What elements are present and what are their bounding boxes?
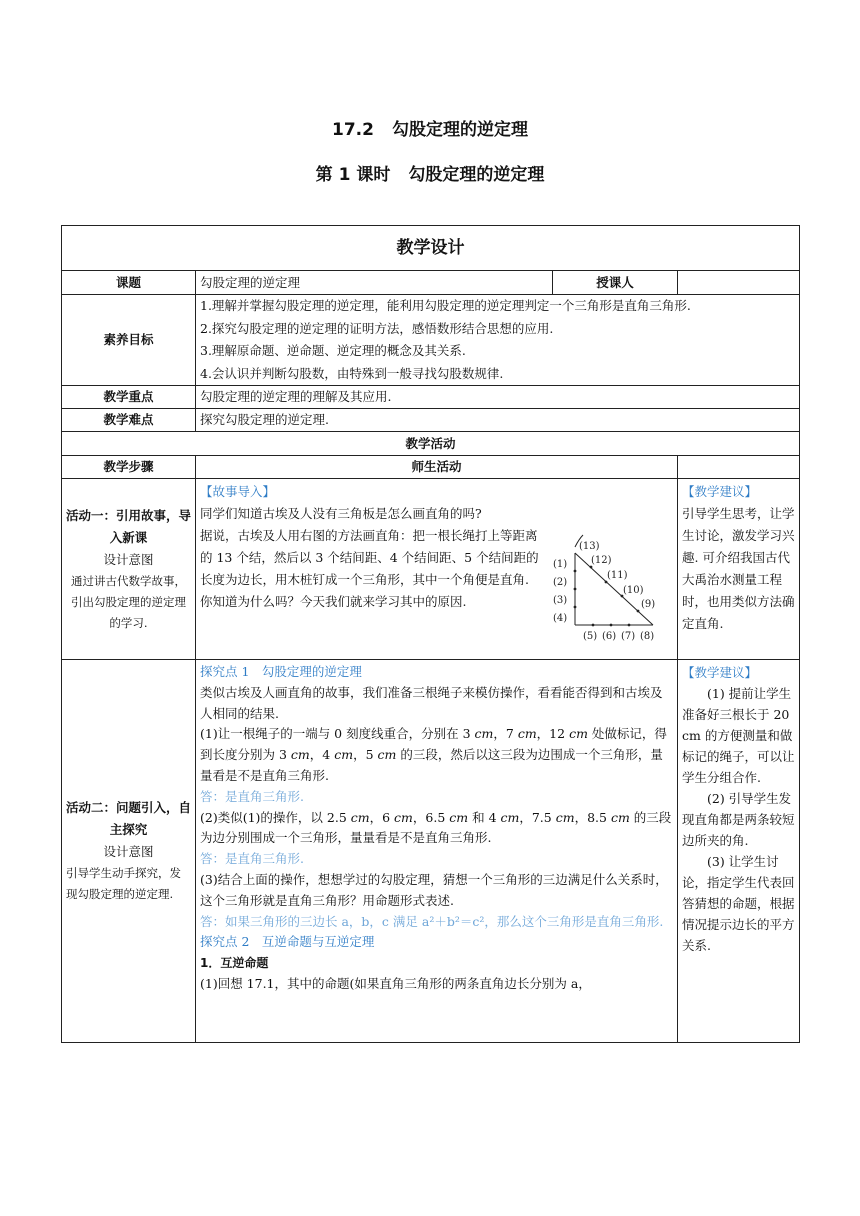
key-point-row	[62, 386, 800, 409]
question-text: (1)让一根绳子的一端与 0 刻度线重合，分别在 3	[200, 726, 475, 742]
unit-cm: cm	[610, 809, 630, 825]
activity-two-title: 活动二：问题引入，自主探究	[66, 800, 192, 837]
topic-row	[62, 271, 800, 295]
question-two	[200, 808, 673, 850]
figure-label: (12)	[591, 555, 612, 566]
question-text: ，6	[369, 809, 395, 825]
teacher-label: 授课人	[553, 271, 678, 295]
suggestion-item: (2) 引导学生发现直角都是两条较短边所夹的角.	[682, 791, 795, 848]
empty-header-cell	[678, 456, 800, 479]
lesson-plan-table	[61, 225, 800, 1043]
question-text: 的三段，然后以这三段为边围成一个三角形，量量看是不是直角三角形.	[200, 747, 663, 783]
unit-cm: cm	[334, 747, 354, 763]
difficulty-value: 探究勾股定理的逆定理.	[196, 409, 800, 432]
activity-one-row	[62, 479, 800, 660]
unit-cm: cm	[350, 809, 370, 825]
suggestion-tag: 【教学建议】	[682, 484, 758, 499]
answer-two: 答：是直角三角形.	[200, 851, 304, 867]
figure-label: (2)	[553, 577, 568, 588]
suggestion-text: 引导学生思考，让学生讨论，激发学习兴趣. 可介绍我国古代大禹治水测量工程时，也用类似方法确定直角.	[682, 506, 795, 631]
key-point-label: 教学重点	[62, 386, 196, 409]
teacher-value	[678, 271, 800, 295]
activity-one-design-text: 通过讲古代数学故事，引出勾股定理的逆定理的学习.	[71, 573, 186, 630]
explore-point-two: 探究点 2 互逆命题与互逆定理	[200, 934, 375, 950]
lesson-number: 第 1 课时	[315, 165, 391, 185]
columns-row	[62, 456, 800, 479]
question-text: ，7	[493, 726, 518, 742]
story-line: 同学们知道古埃及人没有三角板是怎么画直角的吗?	[200, 506, 482, 521]
question-text: 和 4	[468, 809, 501, 825]
figure-label: (5)	[583, 631, 598, 642]
knotted-rope-triangle-figure	[553, 525, 671, 645]
unit-cm: cm	[377, 747, 397, 763]
question-text: ，8.5	[574, 809, 611, 825]
unit-cm: cm	[474, 726, 494, 742]
goals-list	[196, 295, 800, 386]
activity-two-design-label: 设计意图	[103, 844, 154, 859]
activity-label: 师生活动	[196, 456, 678, 479]
question-four: (1)回想 17.1，其中的命题(如果直角三角形的两条直角边长分别为 a，	[200, 975, 591, 991]
activity-two-row	[62, 660, 800, 1043]
goals-row	[62, 295, 800, 386]
activities-heading: 教学活动	[62, 432, 800, 456]
story-line: 你知道为什么吗？今天我们就来学习其中的原因.	[200, 594, 467, 609]
rope-triangle-svg	[553, 525, 671, 645]
unit-cm: cm	[517, 726, 537, 742]
key-point-value: 勾股定理的逆定理的理解及其应用.	[196, 386, 800, 409]
activity-one-content	[196, 479, 678, 660]
activity-one-title: 活动一：引用故事，导入新课	[66, 507, 192, 545]
activity-two-content	[196, 660, 678, 1043]
lesson-title	[0, 160, 860, 185]
unit-cm: cm	[555, 809, 575, 825]
figure-label: (3)	[553, 595, 568, 606]
activities-heading-row	[62, 432, 800, 456]
activity-one-suggestion	[678, 479, 800, 660]
topic-value: 勾股定理的逆定理	[196, 271, 553, 295]
question-text: 处做标记，得到长度分别为 3	[200, 726, 667, 763]
goal-item: 3.理解原命题、逆命题、逆定理的概念及其关系.	[200, 343, 466, 358]
question-text: ，7.5	[519, 809, 556, 825]
suggestion-item: (1) 提前让学生准备好三根长于 20 cm 的方便测量和做标记的绳子，可以让学生分组合作.	[682, 686, 795, 785]
figure-label: (13)	[579, 541, 600, 552]
figure-label: (7)	[621, 631, 636, 642]
figure-label: (11)	[607, 570, 628, 581]
explore-point-one: 探究点 1 勾股定理的逆定理	[200, 664, 362, 679]
figure-label: (1)	[553, 559, 568, 570]
section-number: 17.2	[332, 120, 374, 140]
difficulty-row	[62, 409, 800, 432]
story-line: 据说，古埃及人用右图的方法画直角：把一根长绳打上等距离的 13 个结，然后以 3 个结间距、4 个结间距、5 个结间距的长度为边长，用木桩钉成一个三角形，其中一个角便是直角.	[200, 528, 539, 587]
section-title	[0, 115, 860, 140]
figure-label: (6)	[602, 631, 617, 642]
table-heading: 教学设计	[62, 226, 800, 271]
section-title-text: 勾股定理的逆定理	[391, 120, 528, 140]
table-heading-row	[62, 226, 800, 271]
figure-label: (4)	[553, 613, 568, 624]
suggestion-tag: 【教学建议】	[682, 665, 758, 680]
answer-three: 答：如果三角形的三边长 a，b，c 满足 a²＋b²＝c²，那么这个三角形是直角三角形.	[200, 913, 664, 929]
question-text: ，4	[309, 747, 335, 763]
unit-cm: cm	[569, 726, 588, 742]
suggestion-item: (3) 让学生讨论，指定学生代表回答猜想的命题，根据情况提示边长的平方关系.	[682, 854, 795, 953]
answer-one: 答：是直角三角形.	[200, 788, 304, 804]
steps-label: 教学步骤	[62, 456, 196, 479]
topic-label: 课题	[62, 271, 196, 295]
goal-item: 4.会认识并判断勾股数，由特殊到一般寻找勾股数规律.	[200, 365, 504, 381]
activity-two-step	[62, 660, 196, 1043]
activity-two-suggestion	[678, 660, 800, 1043]
unit-cm: cm	[500, 809, 520, 825]
question-text: ，6.5	[412, 809, 450, 825]
question-one	[200, 724, 673, 786]
question-text: ，12	[536, 726, 570, 742]
lesson-title-text: 勾股定理的逆定理	[408, 165, 545, 185]
difficulty-label: 教学难点	[62, 409, 196, 432]
activity-one-design-label: 设计意图	[103, 551, 154, 567]
unit-cm: cm	[449, 809, 469, 825]
unit-cm: cm	[394, 809, 413, 825]
figure-label: (8)	[640, 631, 655, 642]
figure-label: (10)	[623, 585, 644, 596]
goal-item: 2.探究勾股定理的逆定理的证明方法，感悟数形结合思想的应用.	[200, 320, 554, 336]
figure-label: (9)	[641, 599, 656, 610]
intro-text: 类似古埃及人画直角的故事，我们准备三根绳子来模仿操作，看看能否得到和古埃及人相同的结果.	[200, 684, 663, 721]
question-text: ，5	[353, 747, 378, 763]
unit-cm: cm	[290, 747, 310, 763]
question-text: 的三段为边分别围成一个三角形，量量看是不是直角三角形.	[200, 809, 672, 846]
goal-item: 1.理解并掌握勾股定理的逆定理，能利用勾股定理的逆定理判定一个三角形是直角三角形.	[200, 298, 691, 313]
question-text: (2)类似(1)的操作，以 2.5	[200, 809, 351, 825]
goals-label: 素养目标	[62, 295, 196, 386]
activity-two-design-text: 引导学生动手探究，发现勾股定理的逆定理.	[66, 866, 181, 901]
activity-one-step	[62, 479, 196, 660]
subsection-title: 1．互逆命题	[200, 956, 269, 971]
question-three: (3)结合上面的操作，想想学过的勾股定理，猜想一个三角形的三边满足什么关系时，这个三角形就是直角三角形？用命题形式表述.	[200, 871, 668, 908]
story-tag: 【故事导入】	[200, 484, 276, 499]
